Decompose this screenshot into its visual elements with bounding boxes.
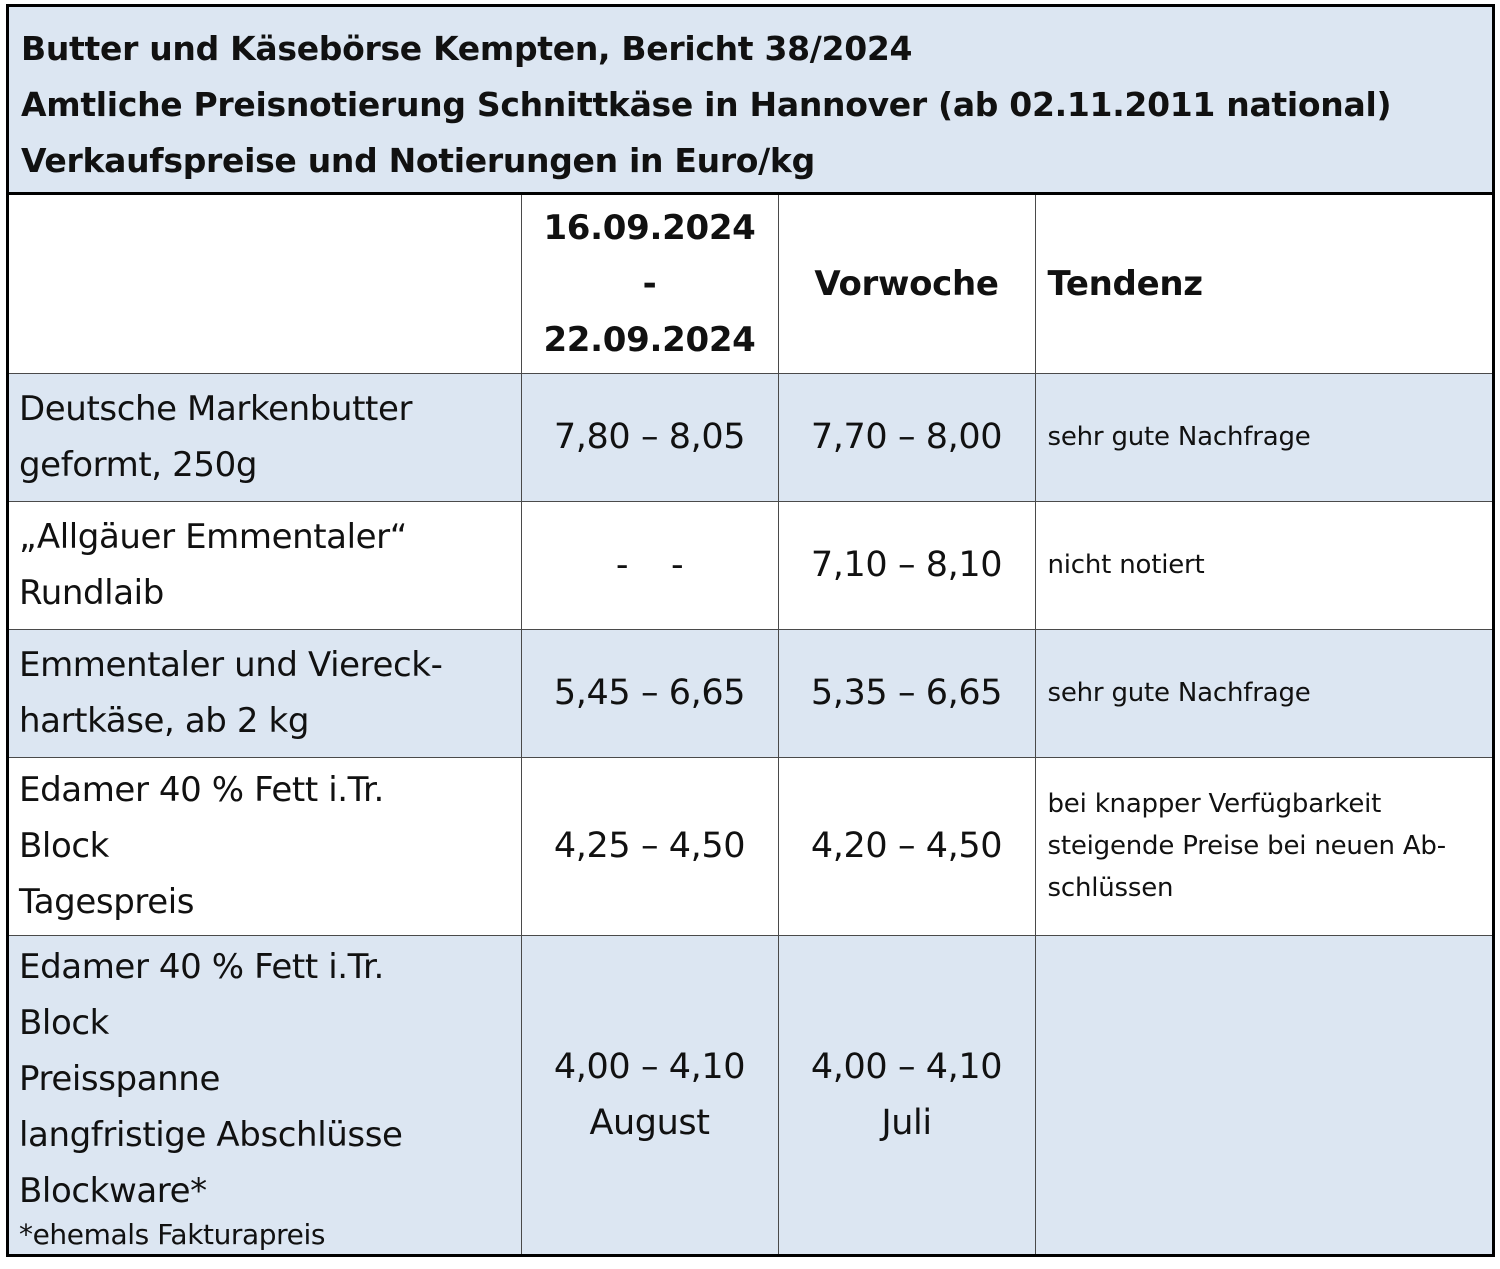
previous-price: 5,35 – 6,65: [778, 629, 1035, 757]
product-cell: [9, 501, 521, 629]
report-unit-note: Verkaufspreise und Notierungen in Euro/kg: [21, 141, 815, 180]
product-name: Edamer 40 % Fett i.Tr.: [19, 770, 384, 810]
previous-price: 7,10 – 8,10: [778, 501, 1035, 629]
previous-price-period: Juli: [881, 1103, 932, 1144]
product-detail: Blockware*: [19, 1171, 207, 1212]
product-detail: geformt, 250g: [19, 445, 257, 485]
table-row: [9, 629, 1492, 757]
product-name: Emmentaler und Viereck-: [19, 645, 443, 685]
product-footnote: *ehemals Fakturapreis: [19, 1218, 326, 1252]
current-week-end: 22.09.2024: [543, 319, 756, 360]
trend-cell: [1035, 501, 1492, 629]
current-price: - -: [521, 501, 778, 629]
trend-text: sehr gute Nachfrage: [1047, 422, 1311, 452]
column-header-previous-week: Vorwoche: [778, 195, 1035, 373]
previous-price: 4,20 – 4,50: [778, 757, 1035, 935]
column-header-trend: Tendenz: [1035, 195, 1492, 373]
trend-cell: [1035, 757, 1492, 935]
current-price: 7,80 – 8,05: [521, 373, 778, 501]
trend-cell: [1035, 629, 1492, 757]
trend-text: nicht notiert: [1047, 550, 1205, 580]
previous-price: 4,00 – 4,10: [810, 1047, 1003, 1088]
product-name: „Allgäuer Emmentaler“: [19, 517, 407, 557]
product-detail: Block: [19, 826, 109, 866]
product-cell: [9, 629, 521, 757]
column-header-product: [9, 195, 521, 373]
previous-price: 7,70 – 8,00: [778, 373, 1035, 501]
current-price-cell: [521, 935, 778, 1255]
report-header: [9, 7, 1492, 195]
product-detail: Block: [19, 1003, 109, 1044]
product-cell: [9, 373, 521, 501]
trend-text: schlüssen: [1047, 873, 1174, 903]
product-detail: hartkäse, ab 2 kg: [19, 701, 310, 741]
previous-price-cell: [778, 935, 1035, 1255]
table-row: [9, 373, 1492, 501]
current-price: 5,45 – 6,65: [521, 629, 778, 757]
price-table: [9, 195, 1492, 1255]
report-subtitle: Amtliche Preisnotierung Schnittkäse in Hannover (ab 02.11.2011 national): [21, 85, 1392, 124]
report-title: Butter und Käsebörse Kempten, Bericht 38/2024: [21, 29, 913, 68]
trend-text: bei knapper Verfügbarkeit: [1047, 789, 1382, 819]
current-price: 4,00 – 4,10: [553, 1047, 746, 1088]
column-header-current-week: [521, 195, 778, 373]
product-detail: Tagespreis: [19, 882, 195, 922]
product-cell: [9, 935, 521, 1255]
product-cell: [9, 757, 521, 935]
column-header-row: [9, 195, 1492, 373]
table-row: [9, 935, 1492, 1255]
price-report-table: [6, 4, 1495, 1257]
product-name: Edamer 40 % Fett i.Tr.: [19, 947, 384, 988]
trend-text: steigende Preise bei neuen Ab-: [1047, 831, 1446, 861]
current-week-start: 16.09.2024: [543, 207, 756, 248]
current-week-separator: -: [642, 263, 657, 304]
product-detail: Preisspanne: [19, 1059, 220, 1100]
trend-cell: [1035, 373, 1492, 501]
trend-cell: [1035, 935, 1492, 1255]
trend-text: sehr gute Nachfrage: [1047, 678, 1311, 708]
current-price: 4,25 – 4,50: [521, 757, 778, 935]
current-price-period: August: [589, 1103, 710, 1144]
product-detail: Rundlaib: [19, 573, 164, 613]
product-name: Deutsche Markenbutter: [19, 389, 413, 429]
product-detail: langfristige Abschlüsse: [19, 1115, 403, 1156]
table-row: [9, 501, 1492, 629]
table-row: [9, 757, 1492, 935]
